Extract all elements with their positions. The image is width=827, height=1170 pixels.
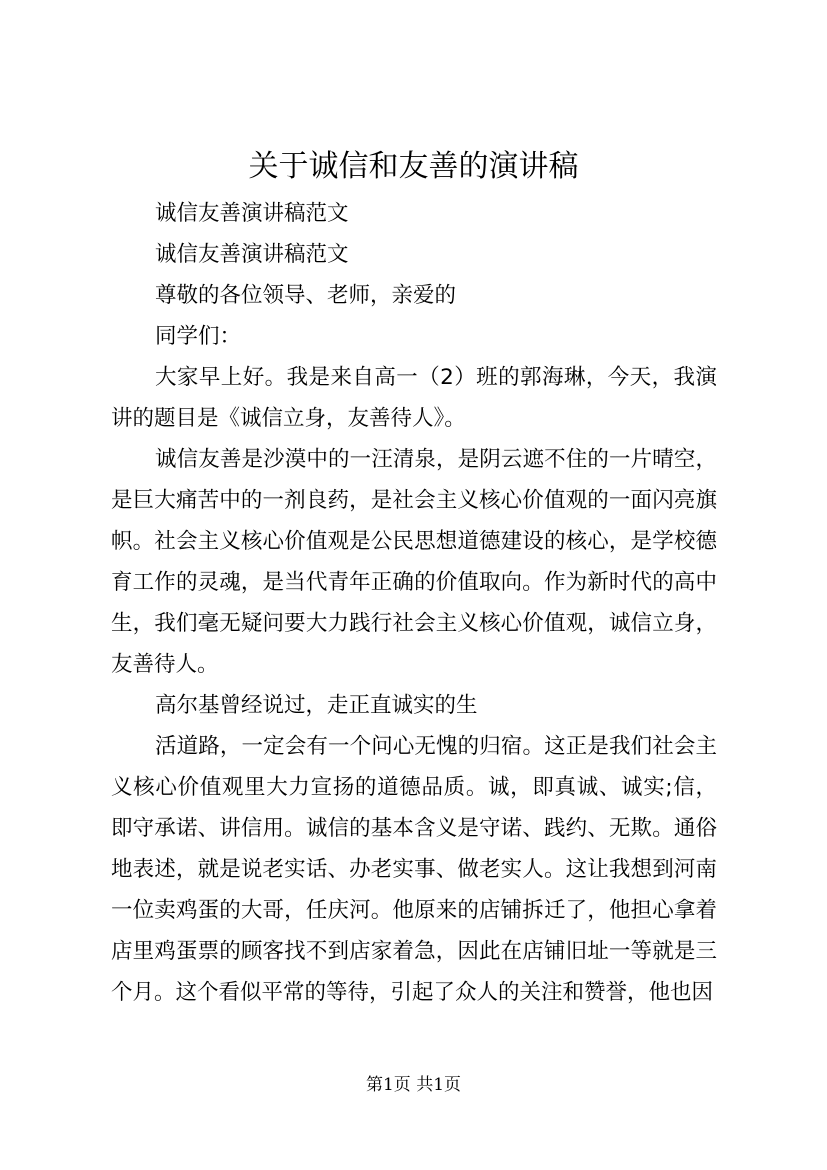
paragraph: 高尔基曾经说过，走正直诚实的生 (155, 693, 478, 718)
document-body (111, 193, 717, 1013)
paragraph: 诚信友善是沙漠中的一汪清泉，是阴云遮不住的一片晴空，是巨大痛苦中的一剂良药，是社会主义核心价值观的一面闪亮旗帜。社会主义核心价值观是公民思想道德建设的核心，是学校德育工作的灵魂，是当代青年正确的价值取向。作为新时代的高中生，我们毫无疑问要大力践行社会主义核心价值观，诚信立身，友善待人。 (111, 447, 717, 677)
page-footer: 第1页 共1页 (365, 1075, 462, 1095)
paragraph: 诚信友善演讲稿范文 (155, 242, 349, 267)
paragraph: 尊敬的各位领导、老师，亲爱的 (155, 283, 457, 308)
document-title: 关于诚信和友善的演讲稿 (248, 149, 579, 184)
paragraph: 同学们： (155, 324, 242, 349)
paragraph: 大家早上好。我是来自高一（2）班的郭海琳，今天，我演讲的题目是《诚信立身，友善待人》。 (111, 365, 717, 431)
paragraph: 活道路，一定会有一个问心无愧的归宿。这正是我们社会主义核心价值观里大力宣扬的道德品质。诚，即真诚、诚实;信，即守承诺、讲信用。诚信的基本含义是守诺、践约、无欺。通俗地表述，就是说老实话、办老实事、做老实人。这让我想到河南一位卖鸡蛋的大哥，任庆河。他原来的店铺拆迁了，他担心拿着店里鸡蛋票的顾客找不到店家着急，因此在店铺旧址一等就是三个月。这个看似平常的等待，引起了众人的关注和赞誉，他也因 (111, 734, 717, 1005)
paragraph: 诚信友善演讲稿范文 (155, 201, 349, 226)
